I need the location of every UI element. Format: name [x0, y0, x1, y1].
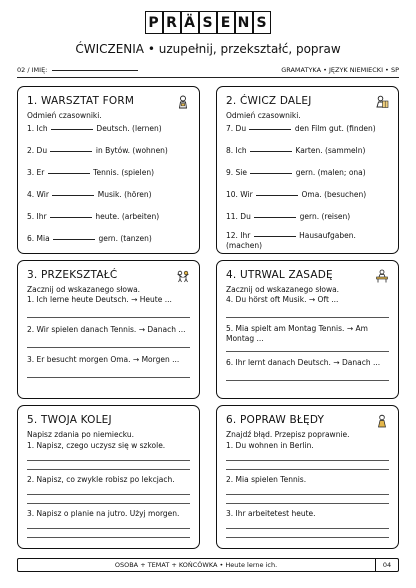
answer-blank[interactable] — [48, 173, 90, 174]
card-instruction: Odmień czasowniki. — [226, 111, 301, 120]
answer-blank[interactable] — [53, 239, 95, 240]
subject-label: GRAMATYKA • JĘZYK NIEMIECKI • SP — [281, 66, 399, 74]
title-letter: Ä — [181, 11, 199, 34]
title-letter: E — [217, 11, 235, 34]
answer-line[interactable] — [27, 528, 190, 529]
answer-blank[interactable] — [250, 151, 292, 152]
answer-blank[interactable] — [250, 173, 292, 174]
name-label: IMIĘ: — [31, 66, 48, 74]
exercise-item: 3. Er Tennis. (spielen) — [27, 168, 155, 177]
answer-line[interactable] — [27, 347, 190, 348]
title-letter: R — [163, 11, 181, 34]
card-instruction: Zacznij od wskazanego słowa. — [226, 285, 340, 294]
card-title: 4. UTRWAL ZASADĘ — [226, 269, 333, 281]
exercise-item: 5. Ihr heute. (arbeiten) — [27, 212, 160, 221]
exercise-item: 12. Ihr Hausaufgaben. (machen) — [226, 231, 356, 250]
card-instruction: Odmień czasowniki. — [27, 111, 102, 120]
answer-blank[interactable] — [50, 151, 92, 152]
exercise-item: 3. Napisz o planie na jutro. Użyj morgen. — [27, 509, 180, 518]
footer-rule: OSOBA + TEMAT + KOŃCÓWKA • Heute lerne ich. — [114, 561, 278, 569]
page-title — [0, 11, 416, 34]
girl-icon — [375, 414, 389, 428]
exercise-item: 9. Sie gern. (malen; ona) — [226, 168, 366, 177]
exercise-item: 2. Wir spielen danach Tennis. → Danach ... — [27, 325, 186, 334]
card-title: 1. WARSZTAT FORM — [27, 95, 135, 107]
answer-blank[interactable] — [256, 195, 298, 196]
meta-row — [17, 66, 399, 74]
student-icon — [176, 95, 190, 109]
exercise-item: 1. Ich lerne heute Deutsch. → Heute ... — [27, 295, 172, 304]
answer-line[interactable] — [226, 537, 389, 538]
desk-student-icon — [375, 269, 389, 283]
answer-line[interactable] — [27, 469, 190, 470]
exercise-item: 3. Ihr arbeitetest heute. — [226, 509, 316, 518]
answer-line[interactable] — [226, 469, 389, 470]
answer-line[interactable] — [27, 537, 190, 538]
card-instruction: Zacznij od wskazanego słowa. — [27, 285, 141, 294]
card-title: 5. TWOJA KOLEJ — [27, 414, 112, 426]
exercise-card-4 — [216, 260, 399, 399]
name-field[interactable]: 02 / IMIĘ: — [17, 66, 138, 74]
card-title: 6. POPRAW BŁĘDY — [226, 414, 325, 426]
answer-line[interactable] — [226, 494, 389, 495]
answer-blank[interactable] — [249, 129, 291, 130]
exercise-item: 5. Mia spielt am Montag Tennis. → Am Montag ... — [226, 324, 368, 343]
exercise-item: 2. Du in Bytów. (wohnen) — [27, 146, 168, 155]
answer-line[interactable] — [27, 460, 190, 461]
answer-line[interactable] — [226, 351, 389, 352]
exercise-item: 4. Wir Musik. (hören) — [27, 190, 152, 199]
exercise-item: 11. Du gern. (reisen) — [226, 212, 351, 221]
exercise-item: 1. Ich Deutsch. (lernen) — [27, 124, 162, 133]
answer-blank[interactable] — [52, 195, 94, 196]
answer-blank[interactable] — [50, 217, 92, 218]
reading-student-icon — [375, 95, 389, 109]
exercise-item: 3. Er besucht morgen Oma. → Morgen ... — [27, 355, 180, 364]
exercise-item: 2. Napisz, co zwykle robisz po lekcjach. — [27, 475, 175, 484]
card-title: 3. PRZEKSZTAŁĆ — [27, 269, 118, 281]
exercise-card-3 — [17, 260, 200, 399]
exercise-card-6 — [216, 405, 399, 549]
card-instruction: Znajdź błąd. Przepisz poprawnie. — [226, 430, 350, 439]
worksheet-number: 02 — [17, 66, 26, 74]
exercise-item: 8. Ich Karten. (sammeln) — [226, 146, 366, 155]
card-title: 2. ĆWICZ DALEJ — [226, 95, 312, 107]
divider — [17, 77, 399, 78]
title-letter: S — [253, 11, 271, 34]
exercise-item: 7. Du den Film gut. (finden) — [226, 124, 376, 133]
answer-line[interactable] — [226, 503, 389, 504]
answer-blank[interactable] — [254, 236, 296, 237]
exercise-item: 2. Mia spielen Tennis. — [226, 475, 307, 484]
exercise-card-1 — [17, 86, 200, 254]
card-instruction: Napisz zdania po niemiecku. — [27, 430, 134, 439]
exercise-card-2 — [216, 86, 399, 254]
exercise-card-5 — [17, 405, 200, 549]
title-letter: S — [199, 11, 217, 34]
name-line — [52, 70, 138, 71]
answer-blank[interactable] — [51, 129, 93, 130]
exercise-item: 1. Napisz, czego uczysz się w szkole. — [27, 441, 166, 450]
title-letter: P — [145, 11, 163, 34]
answer-line[interactable] — [27, 494, 190, 495]
answer-line[interactable] — [27, 503, 190, 504]
page-number: 04 — [375, 559, 398, 571]
answer-line[interactable] — [226, 528, 389, 529]
answer-line[interactable] — [226, 380, 389, 381]
answer-line[interactable] — [226, 317, 389, 318]
answer-line[interactable] — [27, 317, 190, 318]
answer-line[interactable] — [27, 377, 190, 378]
exercise-item: 4. Du hörst oft Musik. → Oft ... — [226, 295, 339, 304]
cheering-kids-icon — [176, 269, 190, 283]
exercise-item: 6. Mia gern. (tanzen) — [27, 234, 152, 243]
answer-line[interactable] — [226, 460, 389, 461]
answer-blank[interactable] — [254, 217, 296, 218]
title-letter: N — [235, 11, 253, 34]
exercise-item: 1. Du wohnen in Berlin. — [226, 441, 314, 450]
footer — [17, 558, 399, 572]
subtitle: ĆWICZENIA • uzupełnij, przekształć, popraw — [75, 42, 341, 56]
exercise-item: 10. Wir Oma. (besuchen) — [226, 190, 367, 199]
exercise-item: 6. Ihr lernt danach Deutsch. → Danach ... — [226, 358, 381, 367]
